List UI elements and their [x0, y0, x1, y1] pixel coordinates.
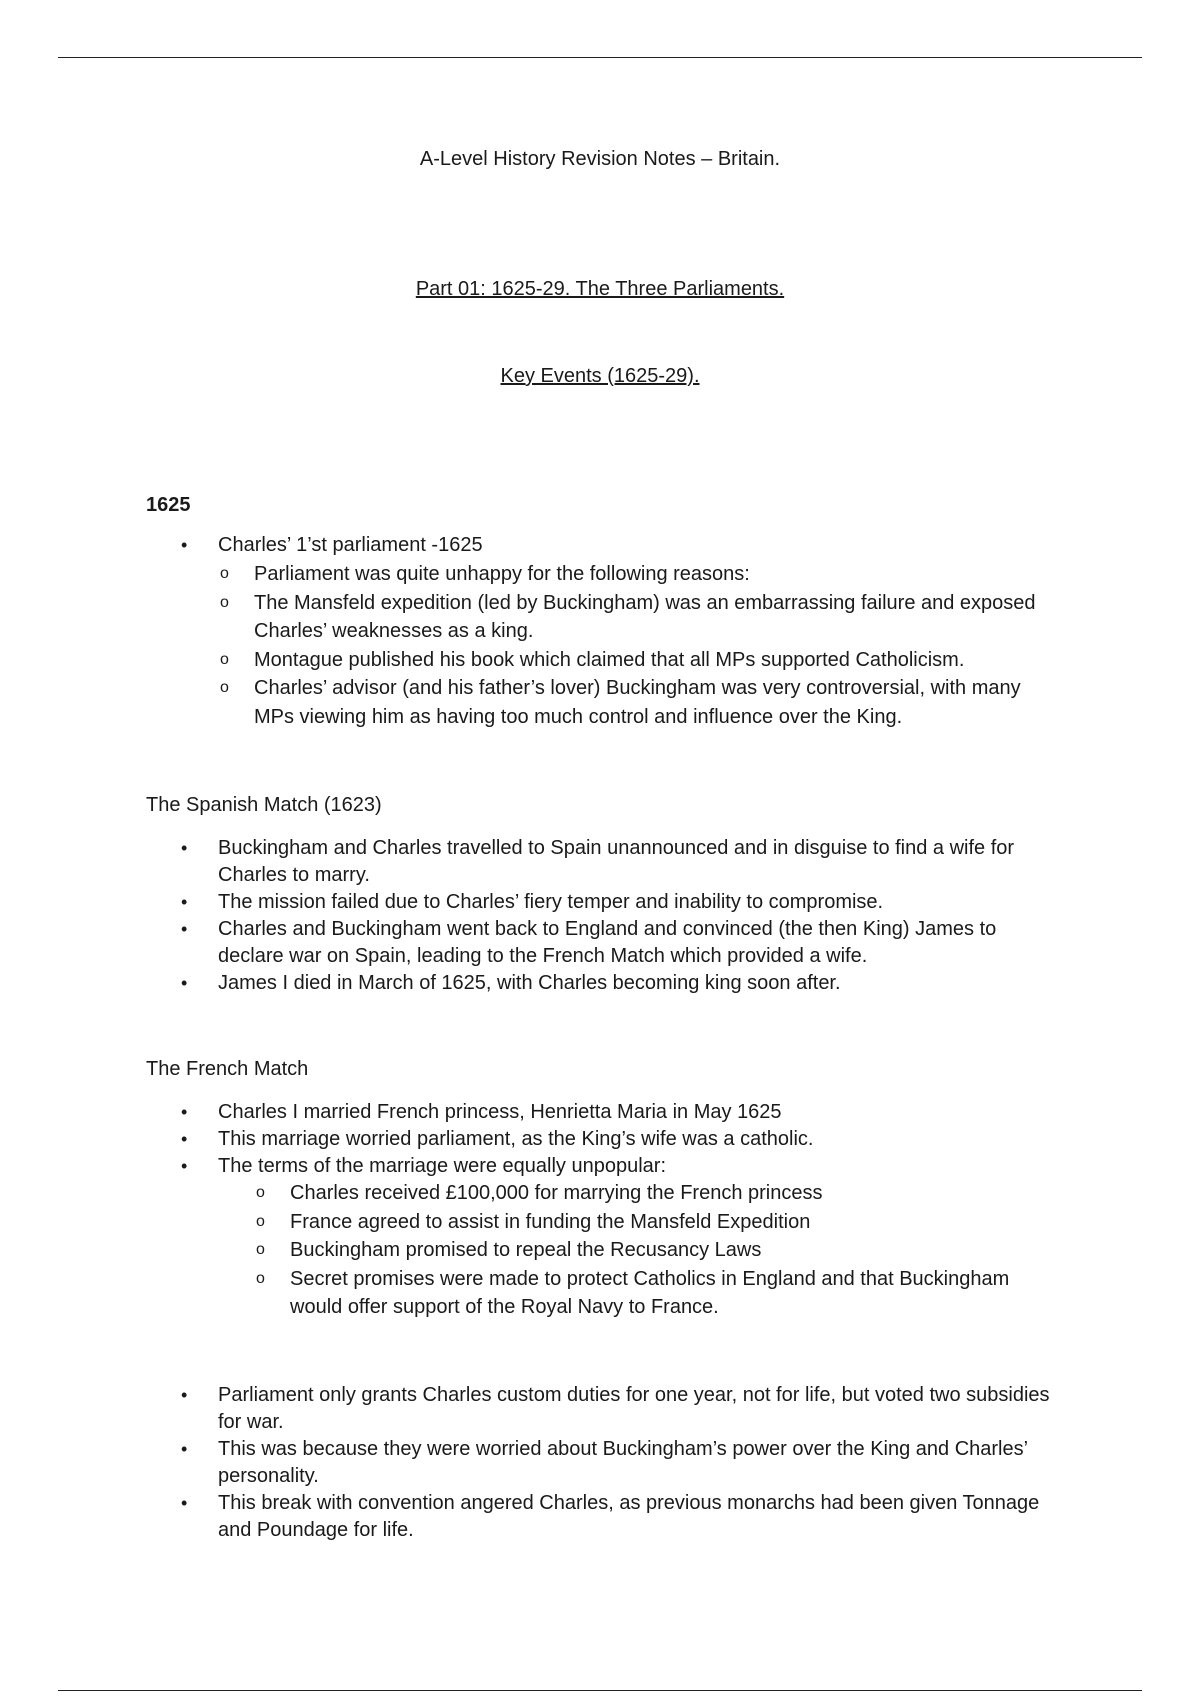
- sub-list-item-text: Secret promises were made to protect Catholics in England and that Buckingham would offer support of the Royal Navy to France.: [290, 1267, 1010, 1318]
- section-heading-french-match: The French Match: [146, 1058, 309, 1080]
- bullet-marker: •: [181, 919, 188, 939]
- list-item-text: Charles and Buckingham went back to England and convinced (the then King) James to declare war on Spain, leading to the French Match which provided a wife.: [218, 918, 997, 967]
- french-match-sublist: [256, 1179, 1010, 1322]
- sub-list-item: [256, 1236, 1010, 1265]
- bullet-marker: •: [181, 1439, 188, 1459]
- sub-bullet-marker: o: [256, 1269, 265, 1287]
- list-item: [181, 916, 1038, 970]
- list-item-text: Charles I married French princess, Henrietta Maria in May 1625: [218, 1101, 782, 1123]
- list-item: [181, 1153, 1118, 1180]
- bullet-marker: •: [181, 838, 188, 858]
- sub-list-item: [220, 674, 1054, 731]
- list-item-text: James I died in March of 1625, with Charles becoming king soon after.: [218, 972, 841, 994]
- list-item-text: Parliament only grants Charles custom duties for one year, not for life, but voted two subsidies for war.: [218, 1384, 1050, 1433]
- bullet-marker: •: [181, 1385, 188, 1405]
- sub-list-item-text: Charles’ advisor (and his father’s lover) Buckingham was very controversial, with many MPs viewing him as having too much control and influence over the King.: [254, 677, 1021, 728]
- list-item: [181, 1490, 1068, 1544]
- sub-list-item: [256, 1208, 1010, 1237]
- list-item-text: The mission failed due to Charles’ fiery temper and inability to compromise.: [218, 891, 884, 913]
- list-item: [181, 835, 1038, 889]
- spanish-match-list: [181, 835, 1038, 997]
- bullet-marker: •: [181, 1156, 188, 1176]
- sub-bullet-marker: o: [220, 565, 229, 582]
- list-item: [181, 532, 1118, 559]
- sub-bullet-marker: o: [256, 1184, 265, 1201]
- bullet-marker: •: [181, 535, 188, 555]
- sub-bullet-marker: o: [256, 1212, 265, 1230]
- sub-list-item-text: Parliament was quite unhappy for the following reasons:: [254, 563, 750, 585]
- sub-list-item: [256, 1265, 1010, 1322]
- list-item-text: Charles’ 1’st parliament -1625: [218, 534, 483, 556]
- bullet-marker: •: [181, 892, 188, 912]
- bullet-marker: •: [181, 973, 188, 993]
- key-events-heading: Key Events (1625-29).: [500, 365, 700, 387]
- list-item: [181, 889, 1038, 916]
- sub-list-item-text: Buckingham promised to repeal the Recusancy Laws: [290, 1239, 762, 1261]
- sub-list-item-text: Montague published his book which claimed that all MPs supported Catholicism.: [254, 648, 965, 671]
- sub-bullet-marker: o: [220, 593, 229, 611]
- list-item: [181, 1099, 1118, 1126]
- section-heading-spanish-match: The Spanish Match (1623): [146, 794, 382, 816]
- list-item-text: This break with convention angered Charles, as previous monarchs had been given Tonnage and Poundage for life.: [218, 1492, 1040, 1541]
- sub-list-item: [256, 1179, 1010, 1208]
- sub-list-item-text: France agreed to assist in funding the Mansfeld Expedition: [290, 1210, 811, 1233]
- bullet-marker: •: [181, 1102, 188, 1122]
- list-item-text: Buckingham and Charles travelled to Spain unannounced and in disguise to find a wife for Charles to marry.: [218, 837, 1015, 886]
- list-item: [181, 1382, 1068, 1436]
- sub-list-item: [220, 589, 1054, 646]
- sub-bullet-marker: o: [256, 1241, 265, 1258]
- bottom-rule: [58, 1690, 1142, 1691]
- document-title: A-Level History Revision Notes – Britain.: [419, 148, 781, 170]
- section-1625-sublist: [220, 560, 1054, 731]
- list-item: [181, 1126, 1118, 1153]
- french-match-list: [181, 1099, 1118, 1180]
- section-heading-1625: 1625: [146, 494, 191, 516]
- list-item: [181, 970, 1038, 997]
- sub-list-item-text: The Mansfeld expedition (led by Buckingham) was an embarrassing failure and exposed Charles’ weaknesses as a king.: [254, 591, 1036, 642]
- sub-list-item: [220, 646, 1054, 675]
- top-rule: [58, 57, 1142, 58]
- list-item-text: The terms of the marriage were equally unpopular:: [218, 1155, 667, 1177]
- sub-list-item-text: Charles received £100,000 for marrying the French princess: [290, 1182, 823, 1204]
- bullet-marker: •: [181, 1493, 188, 1513]
- section-1625-list: [181, 532, 1118, 559]
- list-item: [181, 1436, 1068, 1490]
- closing-list: [181, 1382, 1068, 1544]
- sub-bullet-marker: o: [220, 650, 229, 668]
- sub-bullet-marker: o: [220, 679, 229, 696]
- bullet-marker: •: [181, 1129, 188, 1149]
- sub-list-item: [220, 560, 1054, 589]
- part-title: Part 01: 1625-29. The Three Parliaments.: [415, 278, 785, 300]
- list-item-text: This marriage worried parliament, as the King’s wife was a catholic.: [218, 1128, 814, 1150]
- list-item-text: This was because they were worried about Buckingham’s power over the King and Charles’ personality.: [218, 1438, 1028, 1487]
